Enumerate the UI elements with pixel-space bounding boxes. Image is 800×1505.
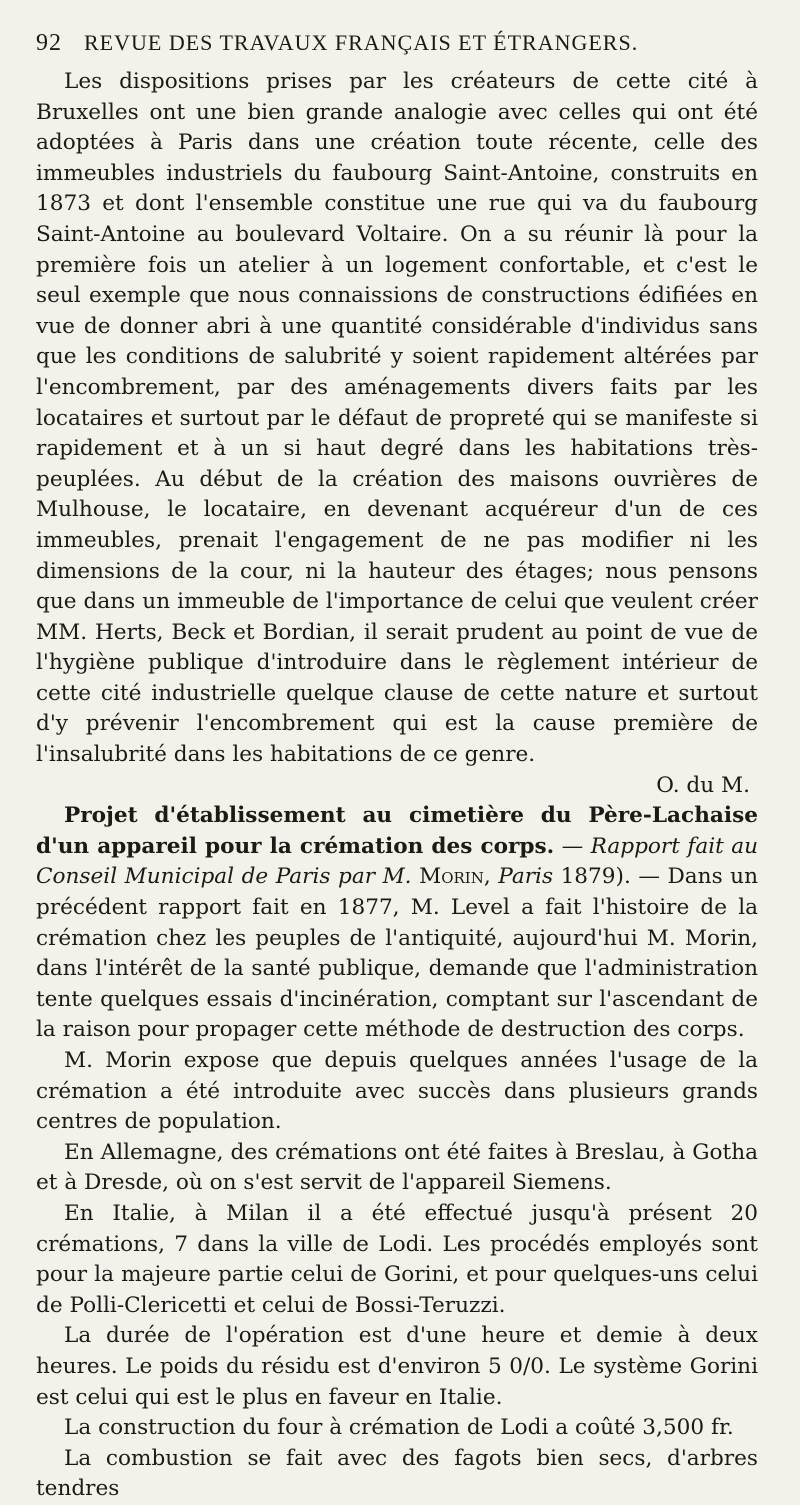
report-reference: Rapport fait au Conseil Municipal de Paris par M. [36, 833, 758, 890]
paragraph-morin-expose: M. Morin expose que depuis quelques années l'usage de la crémation a été introduite avec succès dans plusieurs grands centres de population. [36, 1048, 758, 1135]
paragraph-duree: La durée de l'opération est d'une heure et demie à deux heures. Le poids du résidu est d'environ 5 0/0. Le système Gorini est celui qui est le plus en faveur en Italie. [36, 1323, 758, 1410]
running-title: REVUE DES TRAVAUX FRANÇAIS ET ÉTRANGERS. [84, 30, 639, 55]
paragraph-italie: En Italie, à Milan il a été effectué jusqu'à présent 20 crémations, 7 dans la ville de Lodi. Les procédés employés sont pour la majeure partie celui de Gorini, et pour quelques-uns celui de Polli-Clericetti et celui de Bossi-Teruzzi. [36, 1200, 758, 1318]
report-separator: , [483, 864, 499, 890]
article-body: — Dans un précédent rapport fait en 1877, M. Level a fait l'histoire de la crémation chez les peuples de l'antiquité, aujourd'hui M. Morin, dans l'intérêt de la santé publique, demande que l'administration tente quelques essais d'incinération, comptant sur l'ascendant de la raison pour propager cette méthode de destruction des corps. [36, 864, 759, 1043]
paragraph-allemagne: En Allemagne, des crémations ont été faites à Breslau, à Gotha et à Dresde, où on s'est servit de l'appareil Siemens. [36, 1139, 758, 1196]
report-author: Morin [419, 864, 484, 890]
author-signature: O. du M. [656, 772, 750, 798]
report-place: Paris [498, 864, 554, 890]
page-number: 92 [36, 30, 62, 56]
paragraph-cremation-project [36, 801, 758, 1046]
running-header [36, 30, 758, 57]
page-body [36, 67, 758, 1505]
title-dash: — [554, 833, 591, 859]
article-title: Projet d'établissement au cimetière du Père-Lachaise d'un appareil pour la crémation des corps. [36, 803, 758, 859]
paragraph-construction-four: La construction du four à crémation de Lodi a coûté 3,500 fr. [64, 1415, 734, 1441]
paragraph-combustion: La combustion se fait avec des fagots bien secs, d'arbres tendres [36, 1445, 758, 1502]
report-year: 1879). [553, 864, 631, 890]
paragraph-cite-industrielle: Les dispositions prises par les créateurs de cette cité à Bruxelles ont une bien grande analogie avec celles qui ont été adoptées à Paris dans une création toute récente, celle des immeubles industriels du faubourg Saint-Antoine, construits en 1873 et dont l'ensemble constitue une rue qui va du faubourg Saint-Antoine au boulevard Voltaire. On a su réunir là pour la première fois un atelier à un logement confortable, et c'est le seul exemple que nous connaissions de constructions édifiées en vue de donner abri à une quantité considérable d'individus sans que les conditions de salubrité y soient rapidement altérées par l'encombrement, par des aménagements divers faits par les locataires et surtout par le défaut de propreté qui se manifeste si rapidement et à un si haut degré dans les habitations très-peuplées. Au début de la création des maisons ouvrières de Mulhouse, le locataire, en devenant acquéreur d'un de ces immeubles, prenait l'engagement de ne pas modifier ni les dimensions de la cour, ni la hauteur des étages; nous pensons que dans un immeuble de l'importance de celui que veulent créer MM. Herts, Beck et Bordian, il serait prudent au point de vue de l'hygiène publique d'introduire dans le règlement intérieur de cette cité industrielle quelque clause de cette nature et surtout d'y prévenir l'encombrement qui est la cause première de l'insalubrité dans les habitations de ce genre. [36, 69, 758, 768]
